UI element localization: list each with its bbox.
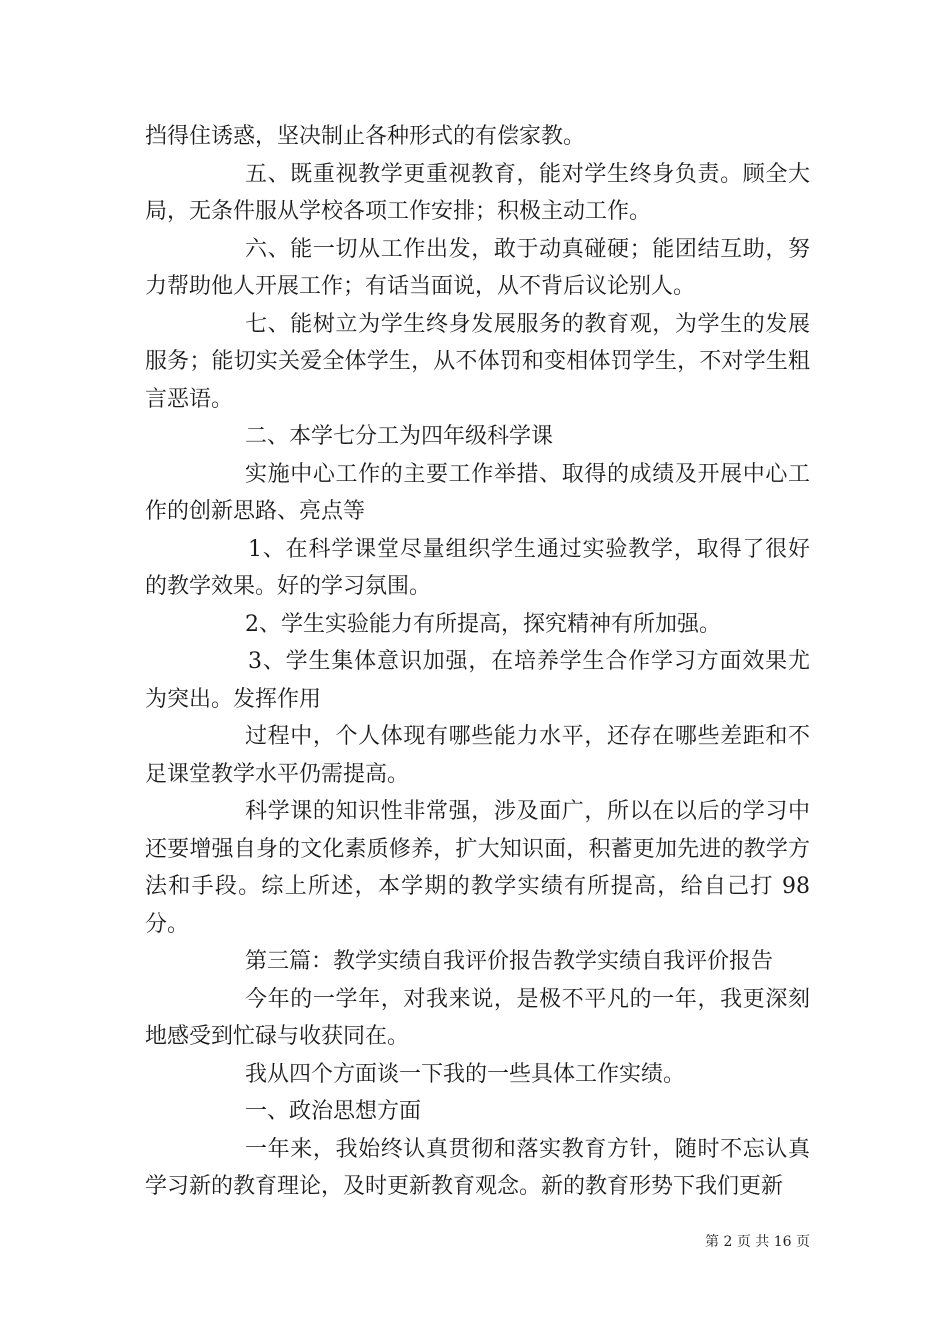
paragraph-14: 我从四个方面谈一下我的一些具体工作实绩。 <box>245 1061 686 1087</box>
paragraph-10: 过程中，个人体现有哪些能力水平，还存在哪些差距和不足课堂教学水平仍需提高。 <box>145 724 810 787</box>
paragraph-11: 科学课的知识性非常强，涉及面广，所以在以后的学习中还要增强自身的文化素质修养，扩大知识面，积蓄更加先进的教学方法和手段。综上所述，本学期的教学实绩有所提高，给自己打 98 分。 <box>145 799 810 937</box>
paragraph-16: 一年来，我始终认真贯彻和落实教育方针，随时不忘认真学习新的教育理论，及时更新教育观念。新的教育形势下我们更新 <box>145 1136 810 1199</box>
paragraph-4: 七、能树立为学生终身发展服务的教育观，为学生的发展服务；能切实关爱全体学生，从不体罚和变相体罚学生，不对学生粗言恶语。 <box>145 311 810 412</box>
paragraph-13: 今年的一学年，对我来说，是极不平凡的一年，我更深刻地感受到忙碌与收获同在。 <box>145 986 810 1049</box>
paragraph-1: 挡得住诱惑，坚决制止各种形式的有偿家教。 <box>145 124 586 149</box>
document-body <box>145 118 810 1206</box>
page-number-footer: 第 2 页 共 16 页 <box>705 1234 810 1250</box>
list-item-2: 2、学生实验能力有所提高，探究精神有所加强。 <box>245 611 721 637</box>
list-item-3: 3、学生集体意识加强，在培养学生合作学习方面效果尤为突出。发挥作用 <box>145 649 810 712</box>
paragraph-2: 五、既重视教学更重视教育，能对学生终身负责。顾全大局，无条件服从学校各项工作安排；积极主动工作。 <box>145 161 810 224</box>
list-item-1: 1、在科学课堂尽量组织学生通过实验教学，取得了很好的教学效果。好的学习氛围。 <box>145 536 810 599</box>
section-heading-two: 二、本学七分工为四年级科学课 <box>245 424 554 449</box>
chapter-heading-three: 第三篇：教学实绩自我评价报告教学实绩自我评价报告 <box>245 949 774 974</box>
section-heading-politics: 一、政治思想方面 <box>245 1099 422 1124</box>
paragraph-3: 六、能一切从工作出发，敢于动真碰硬；能团结互助，努力帮助他人开展工作；有话当面说，从不背后议论别人。 <box>145 236 810 299</box>
paragraph-6: 实施中心工作的主要工作举措、取得的成绩及开展中心工作的创新思路、亮点等 <box>145 461 810 524</box>
